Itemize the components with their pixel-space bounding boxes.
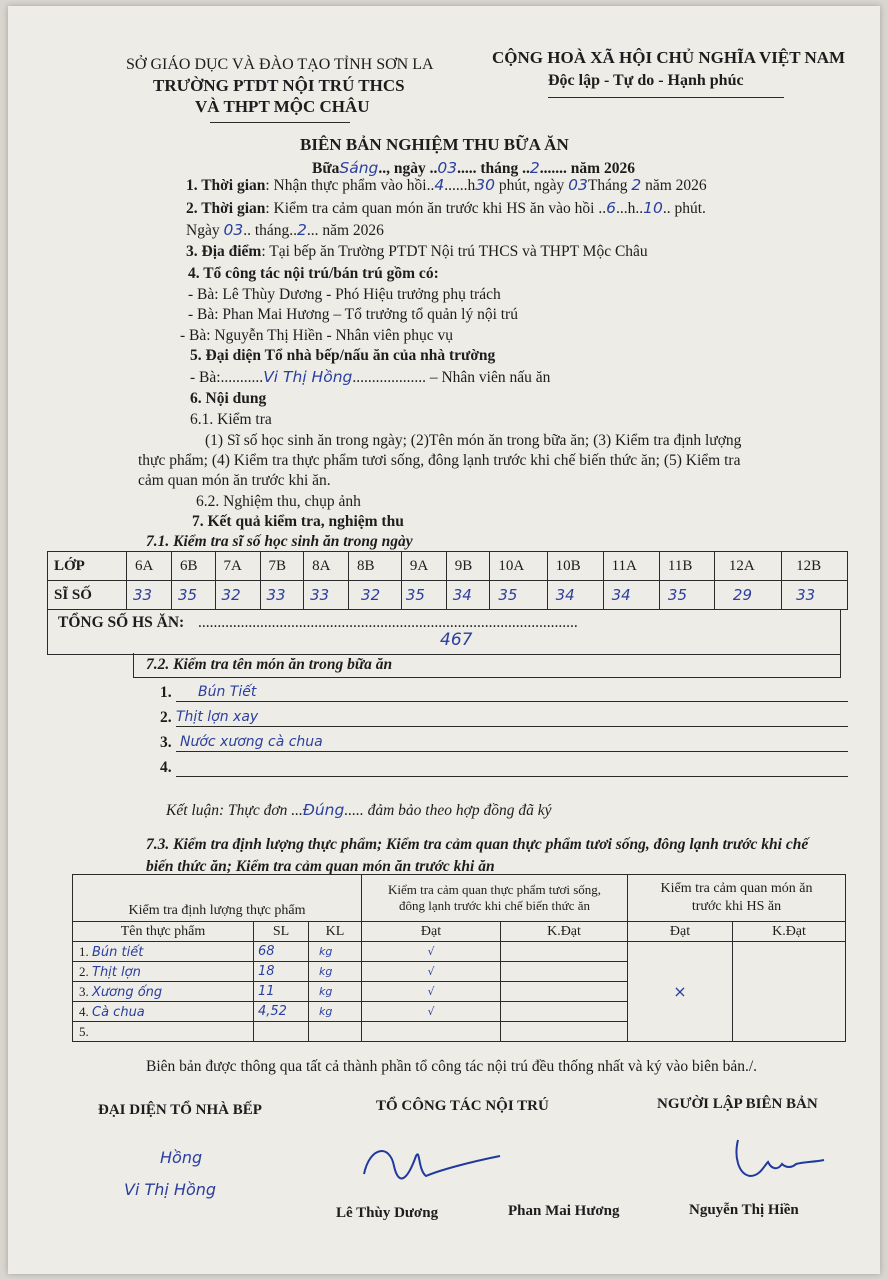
member-3: - Bà: Nguyễn Thị Hiền - Nhân viên phục vụ [180, 327, 454, 344]
dish-hw-3: Nước xương cà chua [180, 734, 323, 750]
class-count-table [47, 551, 848, 610]
meal-day-hw: 03 [437, 159, 458, 177]
col-qty-header [73, 875, 362, 922]
food-sl [254, 1022, 309, 1042]
dish-pass-mark: × [673, 982, 687, 1001]
dish-pass-cell [628, 942, 733, 1042]
department-name: SỞ GIÁO DỤC VÀ ĐÀO TẠO TỈNH SƠN LA [126, 56, 434, 73]
committee-title: TỔ CÔNG TÁC NỘI TRÚ [376, 1098, 549, 1114]
author-title: NGƯỜI LẬP BIÊN BẢN [657, 1096, 818, 1112]
closing-statement: Biên bản được thông qua tất cả thành phần tổ công tác nội trú đều thống nhất và ký vào biên bản./. [146, 1058, 758, 1075]
food-num: 3. [79, 983, 89, 999]
school-underline [210, 122, 350, 123]
item2-hour-hw: 6 [606, 199, 616, 217]
item1-text-d: Tháng [587, 177, 628, 194]
item2-label: 2. Thời gian [186, 200, 266, 217]
inspection-subheader-row [73, 922, 846, 942]
item2-line2-c: ... năm 2026 [306, 222, 384, 239]
item3-line [186, 243, 648, 261]
total-dots: .................................................................................................. [198, 614, 578, 631]
class-cell: 7A [215, 552, 260, 581]
count-cell: 34 [547, 581, 603, 610]
food-num: 2. [79, 963, 89, 979]
meal-part2: .., ngày .. [378, 160, 438, 177]
item6-label: 6. Nội dung [190, 390, 267, 407]
meal-hw: Sáng [339, 159, 379, 177]
dish-line-2 [176, 726, 848, 727]
food-name-cell [73, 962, 254, 982]
count-cell: 29 [714, 581, 781, 610]
class-row [48, 552, 848, 581]
count-cell: 35 [171, 581, 215, 610]
class-cell: 6B [171, 552, 215, 581]
class-cell: 8A [304, 552, 349, 581]
col-fresh-header [362, 875, 628, 922]
count-cell: 34 [603, 581, 659, 610]
class-cell: 7B [260, 552, 304, 581]
meal-month-hw: 2 [529, 159, 540, 177]
sub-fail: K.Đạt [501, 922, 628, 942]
item1-text-c: phút, ngày [494, 177, 565, 194]
dish-line-1 [176, 701, 848, 702]
count-cell: 32 [215, 581, 260, 610]
item5-cook-line [190, 368, 550, 387]
item2-line2-b: .. tháng.. [243, 222, 297, 239]
food-name-hw: Thịt lợn [92, 964, 141, 980]
dish-num-2: 2. [160, 709, 172, 726]
motto: Độc lập - Tự do - Hạnh phúc [548, 72, 744, 89]
item1-hour-hw: 4 [434, 176, 445, 194]
food-kl: kg [309, 962, 362, 982]
author-signature [730, 1136, 830, 1186]
item5-label: 5. Đại diện Tổ nhà bếp/nấu ăn của nhà trường [190, 347, 496, 364]
item2-day-hw: 03 [223, 221, 244, 239]
class-row-label: LỚP [48, 552, 127, 581]
item6-sub1: 6.1. Kiểm tra [190, 411, 272, 428]
item5-prefix: - Bà:........... [190, 369, 264, 386]
item5-suffix: ................... – Nhân viên nấu ăn [352, 369, 551, 386]
count-cell: 32 [349, 581, 402, 610]
col-dish-label-2: trước khi HS ăn [691, 899, 782, 914]
food-fail [501, 1002, 628, 1022]
col-fresh-label-2: đông lạnh trước khi chế biến thức ăn [399, 898, 590, 913]
item4-label: 4. Tổ công tác nội trú/bán trú gồm có: [188, 265, 439, 282]
section71-title: 7.1. Kiểm tra sĩ số học sinh ăn trong ngày [146, 533, 413, 550]
conclusion-hw: Đúng [302, 801, 345, 819]
table-row [73, 942, 846, 962]
kitchen-sig-line2: Vi Thị Hồng [124, 1180, 217, 1199]
item1-text-a: : Nhận thực phẩm vào hồi.. [265, 177, 435, 194]
food-num: 1. [79, 943, 89, 959]
item6-para-l2: thực phẩm; (4) Kiểm tra thực phẩm tươi sống, đông lạnh trước khi chế biến thức ăn; (5) Kiểm tra [138, 452, 741, 469]
item6-para-l1: (1) Sĩ số học sinh ăn trong ngày; (2)Tên món ăn trong bữa ăn; (3) Kiểm tra định lượng [205, 432, 742, 449]
food-fail [501, 962, 628, 982]
count-cell: 35 [401, 581, 446, 610]
count-cell: 34 [446, 581, 490, 610]
dish-num-3: 3. [160, 734, 172, 751]
class-cell: 6A [127, 552, 172, 581]
count-row-label: SĨ SỐ [48, 581, 127, 610]
food-name-cell [73, 1002, 254, 1022]
kitchen-sig-line1: Hồng [160, 1148, 203, 1167]
item2-text-a: : Kiểm tra cảm quan món ăn trước khi HS ăn vào hồi .. [265, 200, 607, 217]
inspection-header-row [73, 875, 846, 922]
class-cell: 11A [603, 552, 659, 581]
count-row [48, 581, 848, 610]
food-pass: √ [362, 1002, 501, 1022]
dish-line-4 [176, 776, 848, 777]
dish-hw-1: Bún Tiết [198, 684, 257, 700]
sub-sl: SL [254, 922, 309, 942]
meal-part3: ..... tháng .. [457, 160, 530, 177]
class-cell: 9B [446, 552, 490, 581]
item6-sub2: 6.2. Nghiệm thu, chụp ảnh [196, 493, 361, 510]
food-pass: √ [362, 942, 501, 962]
item1-month-hw: 2 [631, 176, 642, 194]
food-fail [501, 982, 628, 1002]
dish-num-1: 1. [160, 684, 172, 701]
school-name-line1: TRƯỜNG PTDT NỘI TRÚ THCS [153, 76, 405, 95]
food-num: 4. [79, 1003, 89, 1019]
col-fresh-label-1: Kiểm tra cảm quan thực phẩm tươi sống, [387, 882, 602, 897]
class-cell: 12B [782, 552, 848, 581]
food-name-cell [73, 982, 254, 1002]
class-cell: 12A [714, 552, 781, 581]
section73-title-l1: 7.3. Kiểm tra định lượng thực phẩm; Kiểm tra cảm quan thực phẩm tươi sống, đông lạnh trước khi chế [146, 836, 809, 853]
item6-para-l3: cảm quan món ăn trước khi ăn. [138, 472, 331, 489]
republic-name: CỘNG HOÀ XÃ HỘI CHỦ NGHĨA VIỆT NAM [492, 48, 846, 67]
item1-label: 1. Thời gian [186, 177, 266, 194]
conclusion-line [166, 801, 552, 820]
food-kl: kg [309, 942, 362, 962]
total-hw: 467 [440, 630, 473, 650]
food-name-hw: Xương ống [92, 984, 163, 1000]
section73-title-l2: biến thức ăn; Kiểm tra cảm quan món ăn trước khi ăn [146, 858, 495, 875]
dish-fail-cell [733, 942, 846, 1042]
kitchen-title: ĐẠI DIỆN TỔ NHÀ BẾP [98, 1102, 262, 1118]
food-name-cell [73, 942, 254, 962]
sub-name: Tên thực phẩm [73, 922, 254, 942]
class-cell: 11B [659, 552, 714, 581]
item2-text-c: .. phút. [662, 200, 706, 217]
count-cell: 33 [782, 581, 848, 610]
meal-part4: ....... năm 2026 [539, 160, 635, 177]
food-sl: 4,52 [254, 1002, 309, 1022]
motto-underline [548, 97, 784, 98]
food-kl: kg [309, 982, 362, 1002]
school-name-line2: VÀ THPT MỘC CHÂU [195, 97, 370, 116]
sub-fail2: K.Đạt [733, 922, 846, 942]
food-name-hw: Cà chua [92, 1004, 145, 1020]
total-label: TỔNG SỐ HS ĂN: [58, 614, 185, 631]
sub-pass2: Đạt [628, 922, 733, 942]
item1-line [186, 176, 707, 195]
food-sl: 11 [254, 982, 309, 1002]
meal-prefix: Bữa [312, 160, 340, 177]
sub-pass: Đạt [362, 922, 501, 942]
item5-cook-hw: Vi Thị Hồng [263, 368, 353, 386]
food-kl [309, 1022, 362, 1042]
item1-text-e: năm 2026 [641, 177, 707, 194]
author-name: Nguyễn Thị Hiền [689, 1202, 799, 1218]
col-dish-label-1: Kiểm tra cảm quan món ăn [660, 881, 813, 896]
count-cell: 33 [260, 581, 304, 610]
item2-minute-hw: 10 [643, 199, 663, 217]
committee-name-1: Lê Thùy Dương [336, 1205, 439, 1221]
item1-text-b: ......h [444, 177, 476, 194]
count-cell: 35 [659, 581, 714, 610]
class-cell: 9A [401, 552, 446, 581]
committee-name-2: Phan Mai Hương [508, 1203, 620, 1219]
food-kl: kg [309, 1002, 362, 1022]
food-name-cell [73, 1022, 254, 1042]
food-sl: 18 [254, 962, 309, 982]
item7-label: 7. Kết quả kiểm tra, nghiệm thu [192, 513, 404, 530]
conclusion-b: ..... đảm bảo theo hợp đồng đã ký [344, 802, 552, 819]
item2-text-b: ...h.. [615, 200, 644, 217]
food-fail [501, 1022, 628, 1042]
member-2: - Bà: Phan Mai Hương – Tổ trưởng tổ quản lý nội trú [188, 306, 518, 323]
item1-minute-hw: 30 [475, 176, 495, 194]
item3-label: 3. Địa điểm [186, 243, 262, 260]
section72-title: 7.2. Kiểm tra tên món ăn trong bữa ăn [146, 656, 393, 673]
item1-day-hw: 03 [568, 176, 588, 194]
sub-kl: KL [309, 922, 362, 942]
col-dish-header [628, 875, 846, 922]
conclusion-a: Kết luận: Thực đơn ... [166, 802, 303, 819]
item2-line2 [186, 221, 384, 240]
class-cell: 10A [490, 552, 547, 581]
food-name-hw: Bún tiết [92, 944, 144, 960]
item2-line1 [186, 199, 706, 218]
inspection-table [72, 874, 846, 1042]
document-title: BIÊN BẢN NGHIỆM THU BỮA ĂN [300, 135, 569, 154]
item3-text: : Tại bếp ăn Trường PTDT Nội trú THCS và THPT Mộc Châu [261, 243, 648, 260]
item2-month-hw: 2 [297, 221, 307, 239]
food-pass: √ [362, 962, 501, 982]
food-pass: √ [362, 982, 501, 1002]
count-cell: 35 [490, 581, 547, 610]
count-cell: 33 [127, 581, 172, 610]
committee-signature [360, 1140, 510, 1192]
food-pass [362, 1022, 501, 1042]
food-num: 5. [79, 1023, 89, 1039]
class-cell: 8B [349, 552, 402, 581]
food-fail [501, 942, 628, 962]
member-1: - Bà: Lê Thùy Dương - Phó Hiệu trưởng phụ trách [188, 286, 501, 303]
item2-line2-a: Ngày [186, 222, 220, 239]
dish-hw-2: Thịt lợn xay [176, 709, 259, 725]
class-cell: 10B [547, 552, 603, 581]
dish-line-3 [176, 751, 848, 752]
food-sl: 68 [254, 942, 309, 962]
col-qty-label: Kiểm tra định lượng thực phẩm [128, 903, 306, 918]
count-cell: 33 [304, 581, 349, 610]
dish-num-4: 4. [160, 759, 172, 776]
